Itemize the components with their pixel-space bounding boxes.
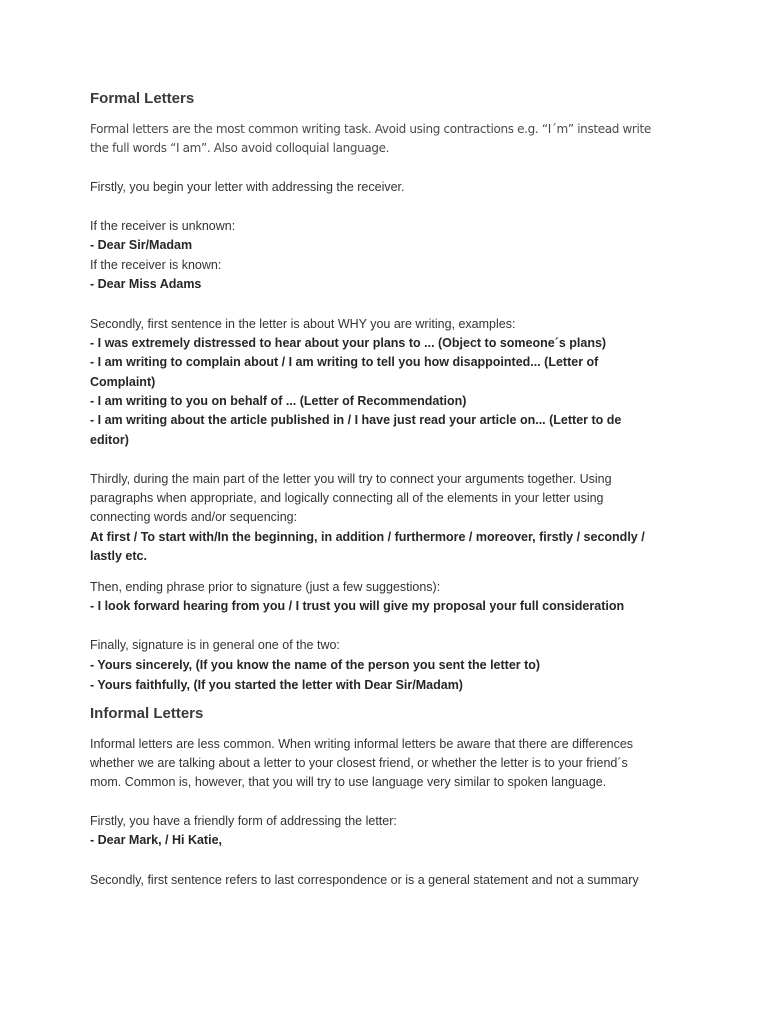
informal-letters-heading: Informal Letters <box>90 705 204 722</box>
signature-label: Finally, signature is in general one of the two: <box>90 638 340 652</box>
ending-phrase-example: - I look forward hearing from you / I trust you will give my proposal your full consideration <box>90 599 625 613</box>
formal-thirdly-line-3: connecting words and/or sequencing: <box>90 510 298 524</box>
formal-intro-line-1: Formal letters are the most common writing task. Avoid using contractions e.g. “I´m” instead write <box>90 122 651 136</box>
formal-firstly-text: Firstly, you begin your letter with addressing the receiver. <box>90 180 405 194</box>
ending-phrase-label: Then, ending phrase prior to signature (just a few suggestions): <box>90 580 441 594</box>
formal-thirdly-line-1: Thirdly, during the main part of the letter you will try to connect your arguments together. Using <box>90 472 612 486</box>
unknown-receiver-example: - Dear Sir/Madam <box>90 238 193 252</box>
informal-intro-line-3: mom. Common is, however, that you will try to use language very similar to spoken language. <box>90 775 607 789</box>
signature-sincerely: - Yours sincerely, (If you know the name of the person you sent the letter to) <box>90 658 541 672</box>
why-example-2-cont: Complaint) <box>90 375 156 389</box>
unknown-receiver-label: If the receiver is unknown: <box>90 219 236 233</box>
why-example-1: - I was extremely distressed to hear about your plans to ... (Object to someone´s plans) <box>90 336 607 350</box>
formal-secondly-text: Secondly, first sentence in the letter is about WHY you are writing, examples: <box>90 317 516 331</box>
informal-greeting-example: - Dear Mark, / Hi Katie, <box>90 833 222 847</box>
formal-intro-line-2: the full words “I am”. Also avoid colloquial language. <box>90 141 390 155</box>
why-example-4: - I am writing about the article published in / I have just read your article on... (Letter to de <box>90 413 622 427</box>
why-example-2: - I am writing to complain about / I am writing to tell you how disappointed... (Letter of <box>90 355 599 369</box>
known-receiver-example: - Dear Miss Adams <box>90 277 202 291</box>
formal-thirdly-line-2: paragraphs when appropriate, and logically connecting all of the elements in your letter using <box>90 491 604 505</box>
informal-firstly-text: Firstly, you have a friendly form of addressing the letter: <box>90 814 397 828</box>
why-example-3: - I am writing to you on behalf of ... (Letter of Recommendation) <box>90 394 467 408</box>
signature-faithfully: - Yours faithfully, (If you started the letter with Dear Sir/Madam) <box>90 678 463 692</box>
known-receiver-label: If the receiver is known: <box>90 258 222 272</box>
informal-intro-line-1: Informal letters are less common. When writing informal letters be aware that there are differences <box>90 737 634 751</box>
informal-intro-line-2: whether we are talking about a letter to your closest friend, or whether the letter is to your friend´s <box>90 756 628 770</box>
connectors-line-2: lastly etc. <box>90 549 147 563</box>
informal-secondly-text: Secondly, first sentence refers to last correspondence or is a general statement and not a summary <box>90 873 639 887</box>
formal-letters-heading: Formal Letters <box>90 90 195 107</box>
connectors-line-1: At first / To start with/In the beginning, in addition / furthermore / moreover, firstly / secondly / <box>90 530 645 544</box>
why-example-4-cont: editor) <box>90 433 129 447</box>
